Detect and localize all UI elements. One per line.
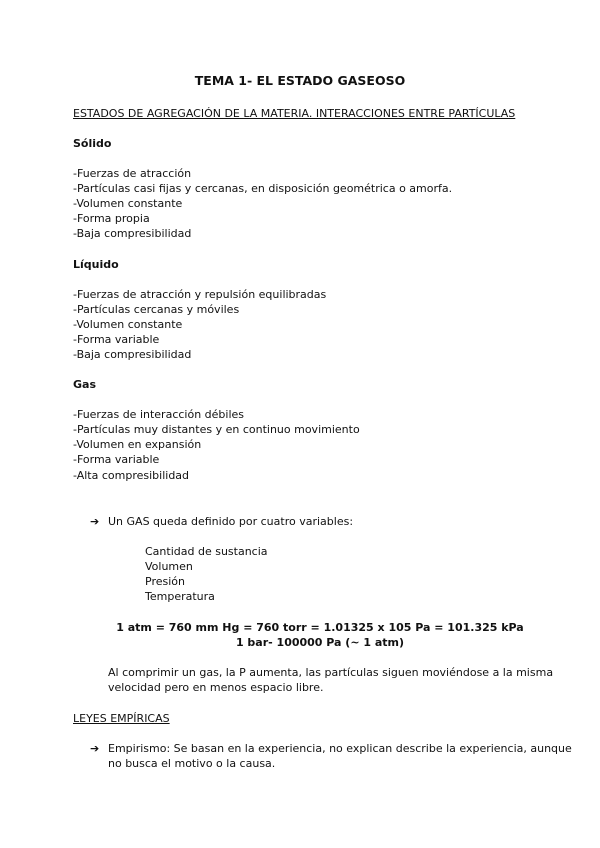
gas-item: -Forma variable (73, 453, 160, 466)
bullet-text-empiricism: Empirismo: Se basan en la experiencia, no explican describe la experiencia, aunque (108, 742, 572, 755)
variable-item: Presión (145, 575, 185, 588)
variable-item: Cantidad de sustancia (145, 545, 268, 558)
gas-item: -Fuerzas de interacción débiles (73, 408, 245, 421)
gas-item: -Volumen en expansión (73, 438, 202, 451)
solid-item: -Fuerzas de atracción (73, 167, 192, 180)
solid-item: -Forma propia (73, 212, 150, 225)
document-title: TEMA 1- EL ESTADO GASEOSO (194, 73, 406, 88)
section-heading-states: ESTADOS DE AGREGACIÓN DE LA MATERIA. INTERACCIONES ENTRE PARTÍCULAS (73, 107, 516, 120)
variable-item: Temperatura (145, 590, 215, 603)
paragraph-line: velocidad pero en menos espacio libre. (108, 681, 324, 694)
gas-heading: Gas (73, 378, 96, 391)
solid-item: -Baja compresibilidad (73, 227, 192, 240)
pressure-equivalence-1: 1 atm = 760 mm Hg = 760 torr = 1.01325 x 105 Pa = 101.325 kPa (116, 621, 524, 634)
solid-item: -Volumen constante (73, 197, 183, 210)
liquid-item: -Partículas cercanas y móviles (73, 303, 240, 316)
bullet-text-empiricism: no busca el motivo o la causa. (108, 757, 276, 770)
paragraph-line: Al comprimir un gas, la P aumenta, las partículas siguen moviéndose a la misma (108, 666, 554, 679)
pressure-equivalence-2: 1 bar- 100000 Pa (~ 1 atm) (235, 636, 405, 649)
solid-item: -Partículas casi fijas y cercanas, en disposición geométrica o amorfa. (73, 182, 453, 195)
liquid-item: -Fuerzas de atracción y repulsión equilibradas (73, 288, 327, 301)
liquid-item: -Volumen constante (73, 318, 183, 331)
section-heading-laws: LEYES EMPÍRICAS (73, 712, 170, 725)
bullet-text-gas-variables: Un GAS queda definido por cuatro variables: (108, 515, 354, 528)
liquid-heading: Líquido (73, 258, 119, 271)
arrow-bullet-icon: ➔ (90, 515, 100, 528)
gas-item: -Alta compresibilidad (73, 469, 190, 482)
variable-item: Volumen (145, 560, 193, 573)
solid-heading: Sólido (73, 137, 112, 150)
gas-item: -Partículas muy distantes y en continuo movimiento (73, 423, 360, 436)
liquid-item: -Baja compresibilidad (73, 348, 192, 361)
liquid-item: -Forma variable (73, 333, 160, 346)
arrow-bullet-icon: ➔ (90, 742, 100, 755)
